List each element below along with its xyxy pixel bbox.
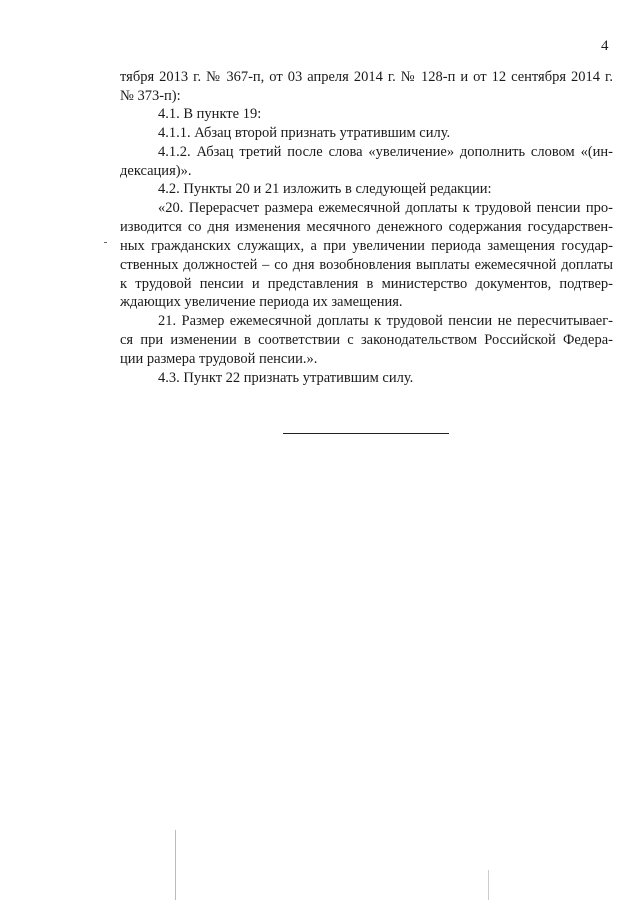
scan-streak — [175, 830, 176, 900]
scan-speck — [104, 242, 107, 243]
text-line: «20. Перерасчет размера ежемесячной доплаты к трудовой пенсии про- — [158, 200, 613, 216]
text-line: ждающих увеличение периода их замещения. — [120, 294, 403, 310]
text-line: ции размера трудовой пенсии.». — [120, 351, 318, 367]
text-line: тября 2013 г. № 367-п, от 03 апреля 2014 г. № 128-п и от 12 сентября 2014 г. — [120, 69, 613, 85]
text-line: № 373-п): — [120, 88, 181, 104]
scan-streak — [488, 870, 489, 900]
text-line: изводится со дня изменения месячного денежного содержания государствен- — [120, 219, 613, 235]
text-line: 4.1. В пункте 19: — [158, 106, 262, 122]
text-line: ных гражданских служащих, а при увеличении периода замещения государ- — [120, 238, 613, 254]
text-line: ся при изменении в соответствии с законодательством Российской Федера- — [120, 332, 613, 348]
text-line: дексация)». — [120, 163, 192, 179]
text-line: 4.1.1. Абзац второй признать утратившим силу. — [158, 125, 451, 141]
text-line: 4.1.2. Абзац третий после слова «увеличение» дополнить словом «(ин- — [158, 144, 613, 160]
text-line: 4.2. Пункты 20 и 21 изложить в следующей редакции: — [158, 181, 492, 197]
text-line: ственных должностей – со дня возобновления выплаты ежемесячной доплаты — [120, 257, 613, 273]
page-number: 4 — [601, 38, 609, 54]
text-line: 21. Размер ежемесячной доплаты к трудовой пенсии не пересчитываег- — [158, 313, 613, 329]
text-line: к трудовой пенсии и представления в министерство документов, подтвер- — [120, 276, 613, 292]
end-divider — [283, 433, 449, 434]
text-line: 4.3. Пункт 22 признать утратившим силу. — [158, 370, 414, 386]
